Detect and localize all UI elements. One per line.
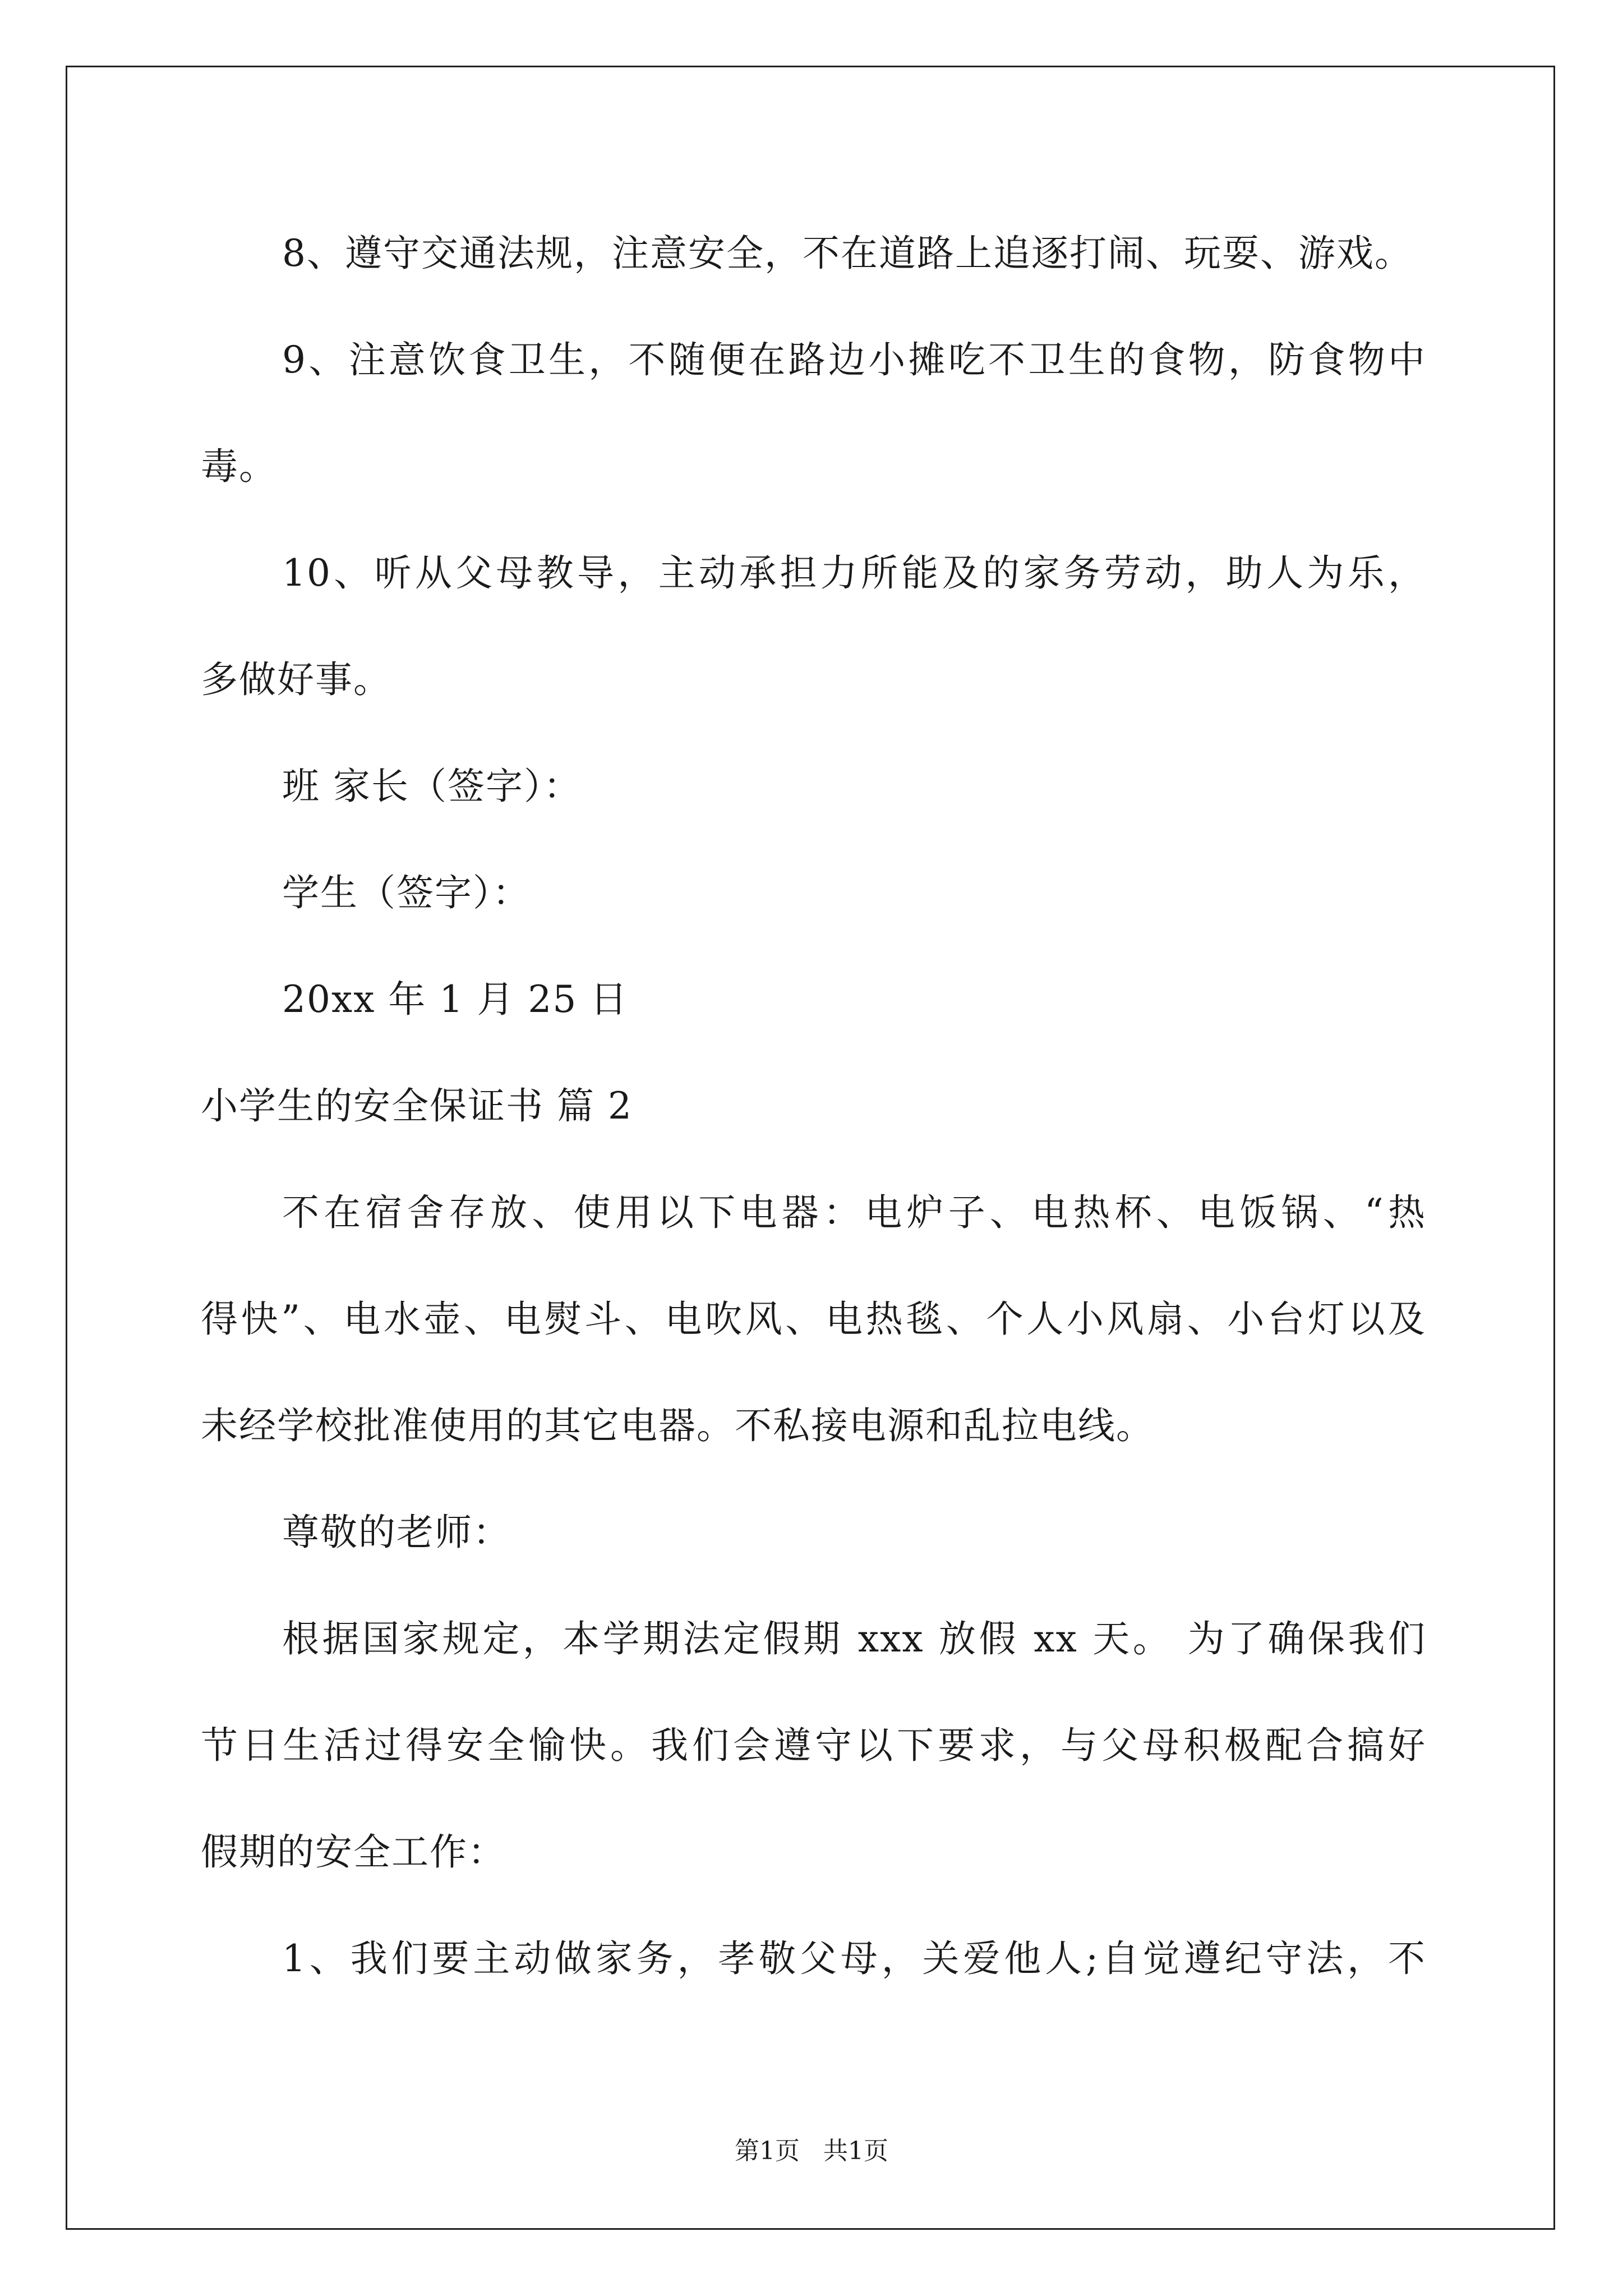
paragraph-line: 节日生活过得安全愉快。我们会遵守以下要求，与父母积极配合搞好 xyxy=(201,1724,1426,1767)
paragraph-line: 得快”、电水壶、电熨斗、电吹风、电热毯、个人小风扇、小台灯以及 xyxy=(201,1297,1426,1341)
paragraph-line: 10、听从父母教导，主动承担力所能及的家务劳动，助人为乐， xyxy=(282,551,1426,595)
student-signature-line: 学生（签字）： xyxy=(282,871,531,914)
salutation: 尊敬的老师： xyxy=(282,1511,511,1554)
paragraph-line: 多做好事。 xyxy=(201,658,391,701)
paragraph-line: 不在宿舍存放、使用以下电器：电炉子、电热杯、电饭锅、“热 xyxy=(282,1191,1426,1234)
paragraph-line: 毒。 xyxy=(201,445,277,488)
date-line: 20xx 年 1 月 25 日 xyxy=(282,978,629,1021)
paragraph-line: 9、注意饮食卫生，不随便在路边小摊吃不卫生的食物，防食物中 xyxy=(282,338,1426,381)
paragraph-line: 根据国家规定，本学期法定假期 xxx 放假 xx 天。 为了确保我们 xyxy=(282,1617,1426,1660)
parent-signature-line: 班 家长（签字）： xyxy=(282,765,582,808)
paragraph-line: 假期的安全工作： xyxy=(201,1830,506,1874)
page-border xyxy=(66,66,1555,2230)
paragraph-line: 1、我们要主动做家务，孝敬父母，关爱他人;自觉遵纪守法，不 xyxy=(282,1937,1426,1980)
page-footer: 第1页 共1页 xyxy=(735,2137,888,2165)
section-heading: 小学生的安全保证书 篇 2 xyxy=(201,1084,633,1128)
paragraph-line: 8、遵守交通法规，注意安全，不在道路上追逐打闹、玩耍、游戏。 xyxy=(282,232,1413,275)
paragraph-line: 未经学校批准使用的其它电器。不私接电源和乱拉电线。 xyxy=(201,1404,1154,1447)
